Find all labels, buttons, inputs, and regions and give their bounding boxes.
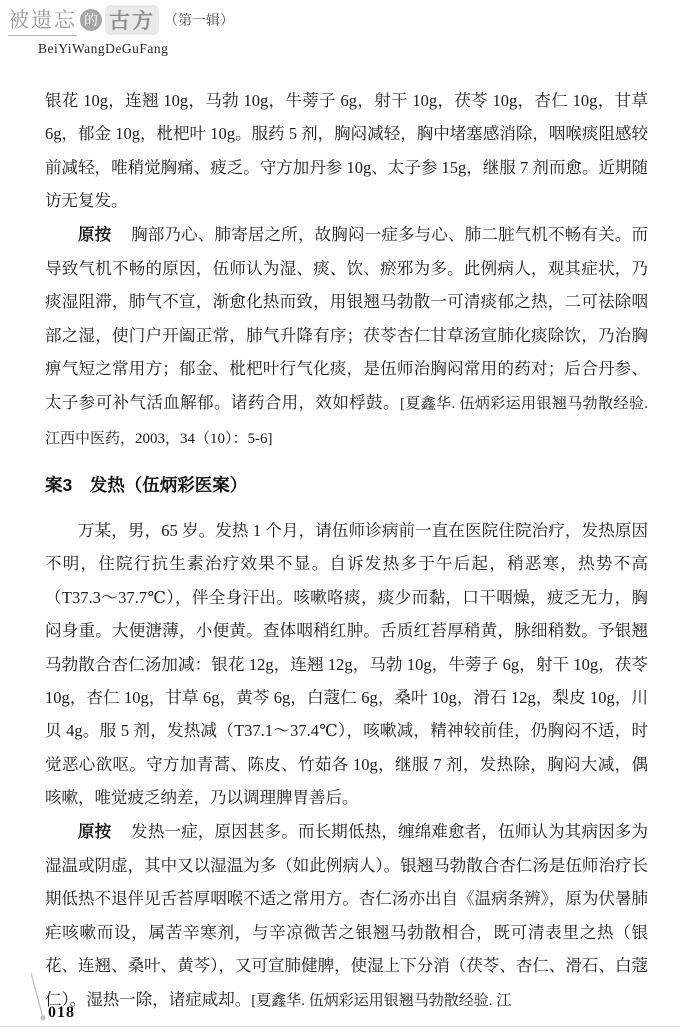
book-title [8,4,234,36]
paragraph-commentary-2 [45,815,648,1018]
book-series-label: （第一辑） [164,12,234,28]
commentary-label: 原按 [78,225,112,244]
page-number: 018 [48,1004,75,1021]
commentary-text: 发热一症，原因甚多。而长期低热，缠绵难愈者，伍师认为其病因多为湿温或阴虚，其中又以湿温为多（如此例病人）。银翘马勃散合杏仁汤是伍师治疗长期低热不退伴见舌苔厚咽喉不适之常用方。杏仁汤亦出自《温病条辨》，原为伏暑肺疟咳嗽而设，属苦辛寒剂，与辛凉微苦之银翘马勃散相合，既可清表里之热（银花、连翘、桑叶、黄芩），又可宣肺健脾，使湿上下分消（茯苓、杏仁、滑石、白蔻仁）。湿热一除，诸症咸却。 [45,821,649,1009]
book-title-part2: 古方 [105,5,159,35]
paragraph-commentary-1 [45,218,648,457]
page-footer [26,972,106,1024]
commentary-text: 胸部乃心、肺寄居之所，故胸闷一症多与心、肺二脏气机不畅有关。而导致气机不畅的原因，伍师认为湿、痰、饮、瘀邪为多。此例病人，观其症状，乃痰湿阻滞，肺气不宣，渐愈化热而致，用银翘马勃散一可清痰郁之热，二可祛除咽部之湿，使门户开阖正常，肺气升降有序；茯苓杏仁甘草汤宣肺化痰除饮，乃治胸痹气短之常用方；郁金、枇杷叶行气化痰，是伍师治胸闷常用的药对；后合丹参、太子参可补气活血解郁。诸药合用，效如桴鼓。 [45,224,649,412]
page-header [8,4,234,57]
book-title-pinyin: BeiYiWangDeGuFang [38,41,169,56]
citation-reference: [夏鑫华. 伍炳彩运用银翘马勃散经验. 江西中医药，2003，34（10）：5-6] [45,395,649,448]
paragraph-prescription-continued: 银花 10g，连翘 10g，马勃 10g，牛蒡子 6g，射干 10g，茯苓 10g，杏仁 10g，甘草 6g，郁金 10g，枇杷叶 10g。服药 5 剂，胸闷减轻，胸中堵塞感消除，咽喉痰阻感较前减轻，唯稍觉胸痛、疲乏。守方加丹参 10g、太子参 15g，继服 7 剂而愈。近期随访无复发。 [45,91,649,211]
citation-reference-truncated: [夏鑫华. 伍炳彩运用银翘马勃散经验. 江 [251,992,512,1009]
case-title: 发热（伍炳彩医案） [89,475,248,496]
book-title-part1: 被遗忘 [8,4,77,36]
case-number: 案3 [45,475,73,496]
page-content [45,84,648,1018]
case-heading [45,469,648,502]
book-title-de-badge: 的 [80,9,102,31]
paragraph-case-record: 万某，男，65 岁。发热 1 个月，请伍师诊病前一直在医院住院治疗，发热原因不明，住院行抗生素治疗效果不显。自诉发热多于午后起，稍恶寒，热势不高（T37.3～37.7℃），伴全身汗出。咳嗽咯痰，痰少而黏，口干咽燥，疲乏无力，胸闷身重。大便溏薄，小便黄。查体咽稍红肿。舌质红苔厚稍黄，脉细稍数。予银翘马勃散合杏仁汤加减：银花 12g，连翘 12g，马勃 10g，牛蒡子 6g，射干 10g，茯苓 10g，杏仁 10g，甘草 6g，黄芩 6g，白蔻仁 6g，桑叶 10g，滑石 12g，梨皮 10g，川贝 4g。服 5 剂，发热减（T37.1～37.4℃），咳嗽减，精神较前佳，仍胸闷不适，时觉恶心欲呕。守方加青蒿、陈皮、竹茹各 10g，继服 7 剂，发热除，胸闷大减，偶咳嗽，唯觉疲乏纳差，乃以调理脾胃善后。 [45,520,649,808]
commentary-label: 原按 [78,822,112,841]
